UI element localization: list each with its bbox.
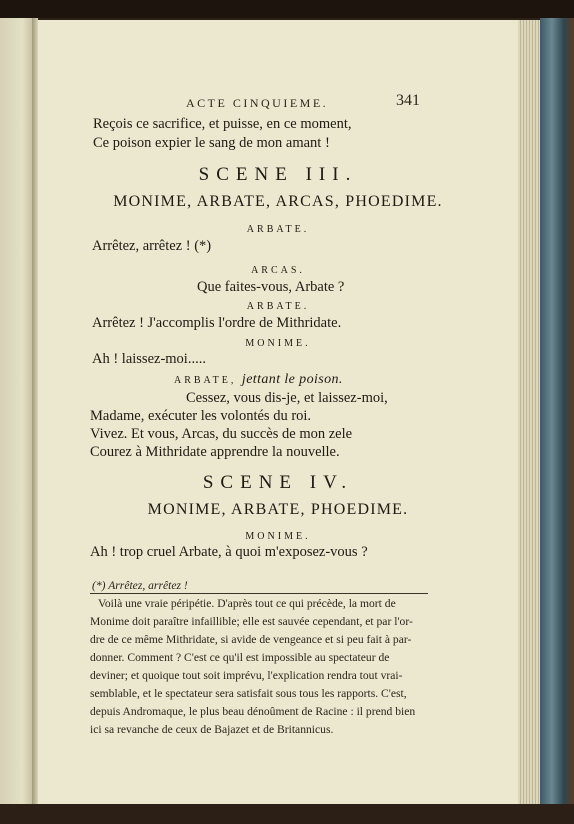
footnote-line: donner. Comment ? C'est ce qu'il est impossible au spectateur de — [90, 651, 390, 664]
footnote-line: deviner; et quoique tout soit imprévu, l'explication rendra tout vrai- — [90, 669, 403, 682]
verse-line: Reçois ce sacrifice, et puisse, en ce moment, — [93, 116, 352, 132]
running-head: ACTE CINQUIEME. — [186, 96, 329, 110]
footnote-line: depuis Andromaque, le plus beau dénoûment de Racine : il prend bien — [90, 705, 416, 718]
footnote-line: Monime doit paraître infaillible; elle est sauvée cependant, et par l'or- — [90, 615, 413, 628]
footnote-line: semblable, et le spectateur sera satisfait sous tous les rapports. C'est, — [90, 687, 407, 700]
footnote-marker: (*) Arrêtez, arrêtez ! — [92, 579, 188, 592]
footnote-line: Voilà une vraie péripétie. D'après tout ce qui précède, la mort de — [98, 597, 396, 610]
scene-heading: SCENE III. — [198, 164, 358, 185]
verse-line: Vivez. Et vous, Arcas, du succès de mon zele — [90, 426, 353, 442]
page — [38, 20, 518, 804]
speaker-name: MONIME. — [245, 531, 311, 542]
speaker-name: ARBATE. — [246, 301, 310, 312]
verse-line: Ce poison expier le sang de mon amant ! — [93, 135, 330, 151]
book-top-edge — [0, 0, 574, 18]
speaker-name: ARBATE. — [246, 224, 310, 235]
page-number: 341 — [396, 92, 420, 109]
footnote-rule — [90, 593, 428, 594]
verse-line: Que faites-vous, Arbate ? — [197, 279, 345, 295]
verse-line: Arrêtez ! J'accomplis l'ordre de Mithridate. — [92, 315, 342, 331]
footnote-line: ici sa revanche de ceux de Bajazet et de Britannicus. — [90, 723, 334, 736]
book-bottom-edge — [0, 804, 574, 824]
verse-line: Arrêtez, arrêtez ! (*) — [92, 238, 212, 254]
previous-page-edge — [0, 18, 32, 824]
speaker-name: ARBATE, — [174, 375, 237, 386]
speaker-name: ARCAS. — [251, 265, 305, 276]
verse-line: Ah ! laissez-moi..... — [92, 351, 206, 367]
scene-cast: MONIME, ARBATE, PHOEDIME. — [147, 501, 409, 518]
verse-line: Ah ! trop cruel Arbate, à quoi m'exposez-vous ? — [90, 544, 368, 560]
speaker-with-direction — [174, 372, 343, 388]
verse-line: Madame, exécuter les volontés du roi. — [90, 408, 312, 424]
footnote-line: dre de ce même Mithridate, si avide de vengeance et si peu fait à par- — [90, 633, 412, 646]
verse-line: Courez à Mithridate apprendre la nouvelle. — [90, 444, 340, 460]
stage-direction: jettant le poison. — [241, 372, 343, 387]
verse-line: Cessez, vous dis-je, et laissez-moi, — [186, 390, 388, 406]
scene-cast: MONIME, ARBATE, ARCAS, PHOEDIME. — [113, 193, 443, 210]
scene-heading: SCENE IV. — [202, 472, 354, 493]
speaker-name: MONIME. — [245, 338, 311, 349]
